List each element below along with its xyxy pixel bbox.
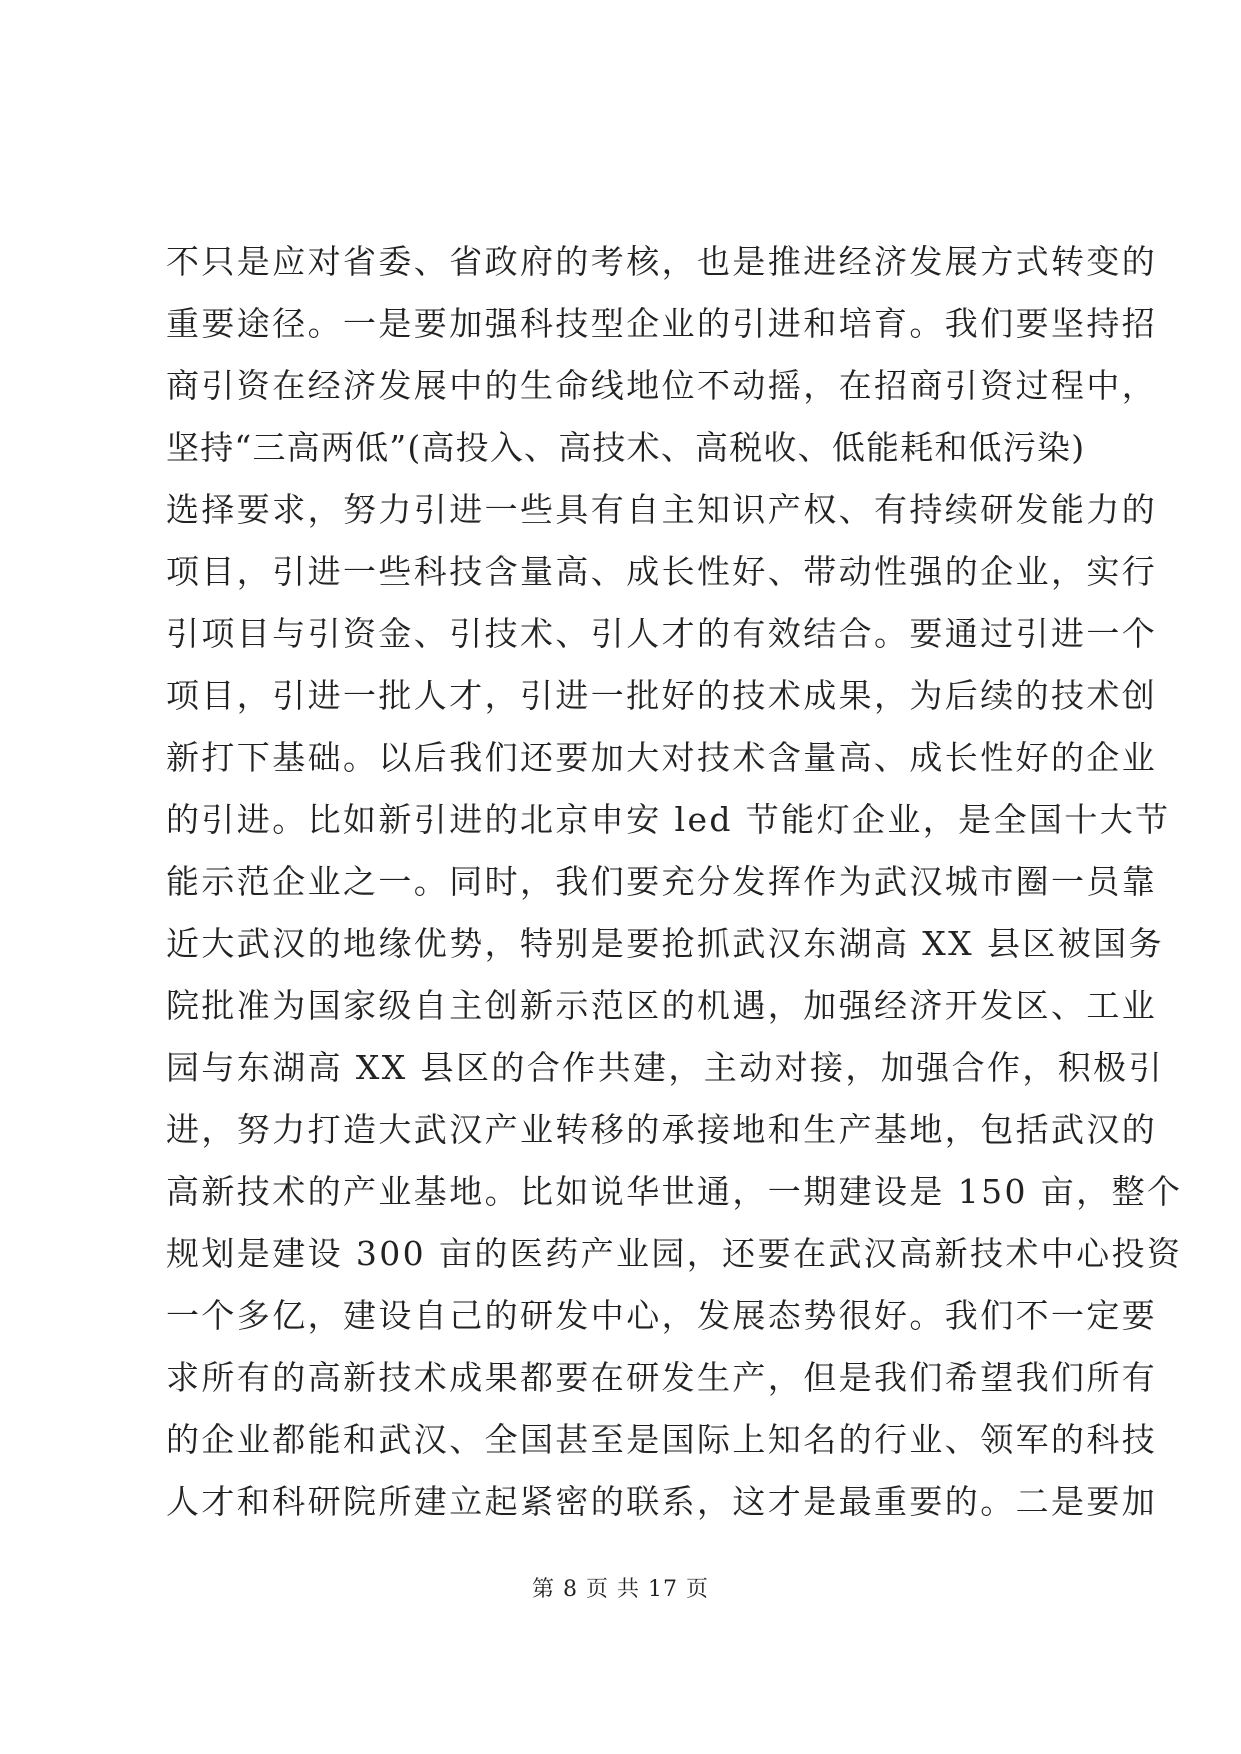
text-line: 的企业都能和武汉、全国甚至是国际上知名的行业、领军的科技 [166, 1420, 1158, 1459]
text-line: 不只是应对省委、省政府的考核，也是推进经济发展方式转变的 [166, 242, 1158, 281]
text-line: 人才和科研院所建立起紧密的联系，这才是最重要的。二是要加 [166, 1482, 1158, 1521]
text-line: 选择要求，努力引进一些具有自主知识产权、有持续研发能力的 [166, 490, 1158, 529]
text-line: 院批准为国家级自主创新示范区的机遇，加强经济开发区、工业 [166, 986, 1158, 1025]
text-line: 一个多亿，建设自己的研发中心，发展态势很好。我们不一定要 [166, 1296, 1158, 1335]
text-line: 求所有的高新技术成果都要在研发生产，但是我们希望我们所有 [166, 1358, 1158, 1397]
text-line: 商引资在经济发展中的生命线地位不动摇，在招商引资过程中， [166, 366, 1158, 405]
text-line: 新打下基础。以后我们还要加大对技术含量高、成长性好的企业 [166, 738, 1158, 777]
text-line: 项目，引进一批人才，引进一批好的技术成果，为后续的技术创 [166, 676, 1158, 715]
text-line: 进，努力打造大武汉产业转移的承接地和生产基地，包括武汉的 [166, 1110, 1158, 1149]
page-number-footer: 第 8 页 共 17 页 [532, 1577, 709, 1602]
body-text [166, 231, 1183, 1533]
text-line: 引项目与引资金、引技术、引人才的有效结合。要通过引进一个 [166, 614, 1158, 653]
text-line: 重要途径。一是要加强科技型企业的引进和培育。我们要坚持招 [166, 304, 1158, 343]
text-line: 能示范企业之一。同时，我们要充分发挥作为武汉城市圈一员靠 [166, 862, 1158, 901]
text-line: 的引进。比如新引进的北京申安 led 节能灯企业，是全国十大节 [166, 800, 1171, 839]
text-line: 高新技术的产业基地。比如说华世通，一期建设是 150 亩，整个 [166, 1172, 1183, 1211]
text-line: 近大武汉的地缘优势，特别是要抢抓武汉东湖高 XX 县区被国务 [166, 924, 1164, 963]
text-line: 规划是建设 300 亩的医药产业园，还要在武汉高新技术中心投资 [166, 1234, 1183, 1273]
text-line: 坚持“三高两低”(高投入、高技术、高税收、低能耗和低污染) [166, 428, 1086, 467]
text-line: 项目，引进一些科技含量高、成长性好、带动性强的企业，实行 [166, 552, 1158, 591]
text-line: 园与东湖高 XX 县区的合作共建，主动对接，加强合作，积极引 [166, 1048, 1164, 1087]
